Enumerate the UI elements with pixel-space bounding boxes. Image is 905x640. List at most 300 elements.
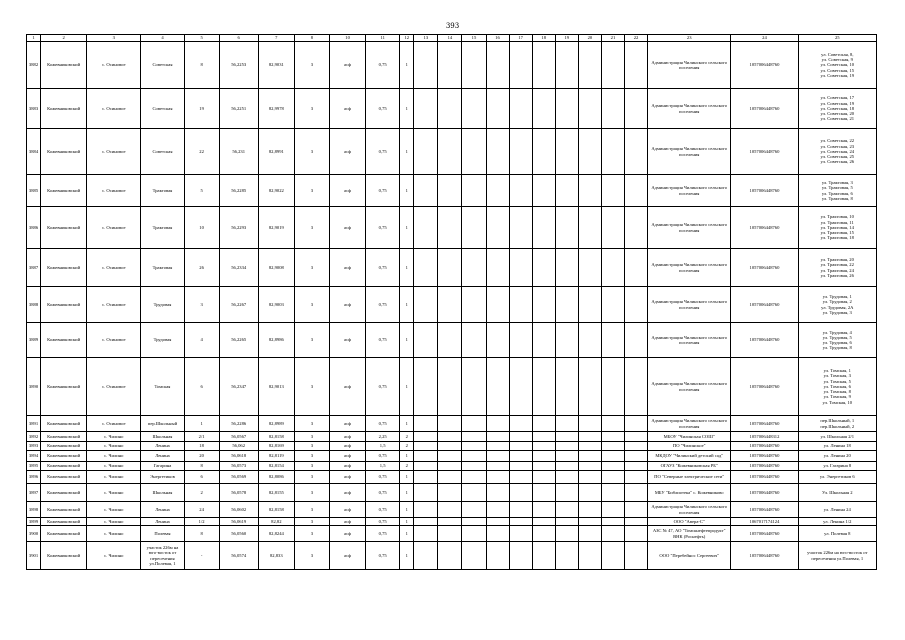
cell-empty (414, 542, 438, 570)
cell-ogrn: 1057006448760 (731, 451, 798, 462)
cell-house: 6 (184, 471, 219, 484)
cell-street: Трактовая (141, 207, 184, 249)
cell-empty (578, 129, 601, 175)
cell-area: 3 (294, 207, 329, 249)
cell-lat: 56,2286 (219, 416, 258, 432)
cell-empty (462, 89, 486, 129)
column-header: 25 (798, 35, 876, 42)
column-header: 21 (601, 35, 624, 42)
cell-area: 3 (294, 175, 329, 207)
cell-street: Трудовая (141, 287, 184, 323)
cell-empty (601, 175, 624, 207)
cell-count: 1 (400, 287, 414, 323)
cell-empty (462, 442, 486, 451)
cell-street: Школьная (141, 432, 184, 442)
cell-addresses (798, 358, 876, 416)
cell-settlement: с. Чилино (87, 518, 141, 526)
cell-num: 3895 (27, 462, 41, 471)
cell-district: Кожевниковский (41, 416, 87, 432)
table-row (27, 416, 877, 432)
cell-addresses (798, 323, 876, 358)
address-line: пер.Школьный, 1 (820, 418, 855, 424)
cell-ogrn: 1067017174124 (731, 518, 798, 526)
cell-district: Кожевниковский (41, 526, 87, 542)
cell-settlement: с. Осиновое (87, 416, 141, 432)
cell-ogrn: 1057006448760 (731, 89, 798, 129)
cell-empty (438, 451, 462, 462)
cell-owner: Администрация Чилинского сельского поселения (648, 175, 731, 207)
cell-empty (462, 287, 486, 323)
cell-empty (532, 471, 555, 484)
cell-owner: Администрация Чилинского сельского поселения (648, 287, 731, 323)
cell-empty (509, 484, 532, 502)
cell-addresses (798, 249, 876, 287)
cell-empty (601, 526, 624, 542)
cell-addresses (798, 432, 876, 442)
cell-empty (486, 249, 509, 287)
address-line: ул. Трудовая, 3 (822, 309, 852, 315)
cell-owner: Администрация Чилинского сельского поселения (648, 502, 731, 518)
cell-empty (486, 542, 509, 570)
cell-count: 1 (400, 471, 414, 484)
cell-empty (578, 432, 601, 442)
column-header: 20 (578, 35, 601, 42)
address-line: ул. Трудовая, 1 (822, 294, 852, 300)
address-line: ул. Трактовая, 22 (820, 262, 854, 268)
cell-empty (438, 129, 462, 175)
cell-cover: асф (330, 526, 366, 542)
cell-empty (438, 207, 462, 249)
cell-empty (555, 518, 578, 526)
cell-volume: 2,25 (366, 432, 400, 442)
cell-empty (486, 484, 509, 502)
cell-lat: 56,2293 (219, 207, 258, 249)
cell-count: 1 (400, 416, 414, 432)
cell-district: Кожевниковский (41, 287, 87, 323)
address-line: ул. Полевая 8 (824, 530, 851, 536)
address-line: ул. Трудовая, 5 (822, 334, 852, 340)
address-line: ул. Трактовая, 6 (821, 190, 853, 196)
cell-lon: 82,8158 (258, 432, 294, 442)
column-header: 22 (624, 35, 647, 42)
table-row (27, 287, 877, 323)
cell-empty (624, 518, 647, 526)
cell-owner: ПО "Северные электрические сети" (648, 471, 731, 484)
cell-count: 2 (400, 432, 414, 442)
cell-area: 3 (294, 323, 329, 358)
cell-area: 3 (294, 451, 329, 462)
cell-district: Кожевниковский (41, 442, 87, 451)
cell-num: 3887 (27, 249, 41, 287)
cell-empty (486, 207, 509, 249)
cell-count: 1 (400, 451, 414, 462)
cell-district: Кожевниковский (41, 471, 87, 484)
cell-empty (601, 502, 624, 518)
cell-area: 3 (294, 287, 329, 323)
address-line: ул. Советская, 9 (821, 57, 853, 63)
column-header: 14 (438, 35, 462, 42)
column-header: 3 (87, 35, 141, 42)
cell-lat: 56,0602 (219, 502, 258, 518)
cell-house: 5 (184, 175, 219, 207)
cell-owner: МКДОУ "Чилинский детский сад" (648, 451, 731, 462)
cell-owner: АЗС № 47, АО "Томскнефтепродукт" ВНК (Роснефть) (648, 526, 731, 542)
cell-empty (532, 129, 555, 175)
cell-house: 26 (184, 249, 219, 287)
cell-volume: 0,75 (366, 471, 400, 484)
address-line: ул. Советская, 22 (820, 138, 855, 144)
cell-empty (486, 89, 509, 129)
cell-lat: 56,2267 (219, 287, 258, 323)
cell-owner: Администрация Чилинского сельского поселения (648, 89, 731, 129)
cell-owner: МБОУ "Чилинская СОШ" (648, 432, 731, 442)
cell-addresses (798, 129, 876, 175)
cell-empty (462, 542, 486, 570)
cell-settlement: с. Осиновое (87, 287, 141, 323)
cell-district: Кожевниковский (41, 462, 87, 471)
cell-ogrn: 1057006448760 (731, 42, 798, 89)
address-line: ул. Советская, 26 (820, 159, 855, 165)
cell-addresses (798, 89, 876, 129)
cell-addresses (798, 451, 876, 462)
cell-count: 1 (400, 42, 414, 89)
address-line: ул. Ленина 24 (823, 506, 851, 512)
cell-empty (438, 526, 462, 542)
cell-empty (532, 358, 555, 416)
cell-street: Советская (141, 42, 184, 89)
cell-lon: 82,9031 (258, 42, 294, 89)
cell-empty (438, 471, 462, 484)
cell-empty (578, 249, 601, 287)
cell-empty (555, 42, 578, 89)
cell-empty (532, 89, 555, 129)
cell-street: Энергетиков (141, 471, 184, 484)
cell-lon: 82,9008 (258, 249, 294, 287)
address-line: ул. Советская, 19 (820, 72, 855, 78)
cell-ogrn: 1057006448760 (731, 442, 798, 451)
column-header: 1 (27, 35, 41, 42)
cell-empty (509, 542, 532, 570)
address-line: ул. Советская, 23 (820, 143, 855, 149)
cell-empty (578, 175, 601, 207)
cell-empty (486, 432, 509, 442)
cell-empty (462, 451, 486, 462)
cell-district: Кожевниковский (41, 207, 87, 249)
cell-ogrn: 1057006448760 (731, 542, 798, 570)
cell-settlement: с. Чилино (87, 502, 141, 518)
cell-count: 1 (400, 207, 414, 249)
cell-empty (438, 249, 462, 287)
cell-empty (532, 249, 555, 287)
cell-settlement: с. Чилино (87, 484, 141, 502)
cell-cover: асф (330, 358, 366, 416)
cell-volume: 0,75 (366, 358, 400, 416)
cell-ogrn: 1057006448760 (731, 358, 798, 416)
cell-street: Томская (141, 358, 184, 416)
cell-count: 1 (400, 542, 414, 570)
cell-cover: асф (330, 42, 366, 89)
cell-count: 1 (400, 323, 414, 358)
cell-house: 8 (184, 526, 219, 542)
cell-cover: асф (330, 502, 366, 518)
cell-num: 3882 (27, 42, 41, 89)
cell-empty (509, 451, 532, 462)
cell-addresses (798, 287, 876, 323)
cell-empty (601, 249, 624, 287)
cell-cover: асф (330, 442, 366, 451)
cell-ogrn: 1057006448760 (731, 526, 798, 542)
cell-area: 3 (294, 249, 329, 287)
cell-settlement: с. Осиновое (87, 42, 141, 89)
cell-area: 3 (294, 129, 329, 175)
address-line: ул. Трактовая, 24 (820, 267, 854, 273)
cell-house: 20 (184, 451, 219, 462)
cell-empty (462, 358, 486, 416)
cell-num: 3898 (27, 502, 41, 518)
cell-owner: Администрация Чилинского сельского поселения (648, 207, 731, 249)
cell-empty (624, 442, 647, 451)
cell-empty (414, 451, 438, 462)
cell-lat: 56,0619 (219, 518, 258, 526)
address-line: ул. Советская, 25 (820, 154, 855, 160)
cell-house: 1/2 (184, 518, 219, 526)
address-line: ул. Трудовая, 4 (822, 329, 852, 335)
cell-empty (438, 323, 462, 358)
cell-empty (486, 526, 509, 542)
cell-empty (486, 518, 509, 526)
cell-empty (462, 416, 486, 432)
cell-district: Кожевниковский (41, 129, 87, 175)
cell-num: 3899 (27, 518, 41, 526)
cell-empty (414, 175, 438, 207)
cell-empty (462, 323, 486, 358)
cell-area: 3 (294, 518, 329, 526)
cell-cover: асф (330, 416, 366, 432)
cell-empty (509, 42, 532, 89)
cell-num: 3888 (27, 287, 41, 323)
column-header: 24 (731, 35, 798, 42)
cell-empty (578, 462, 601, 471)
column-header: 23 (648, 35, 731, 42)
cell-district: Кожевниковский (41, 323, 87, 358)
cell-empty (509, 287, 532, 323)
address-line: ул. Трактовая, 15 (820, 230, 854, 236)
cell-empty (624, 287, 647, 323)
cell-volume: 1,5 (366, 442, 400, 451)
cell-empty (438, 416, 462, 432)
cell-empty (509, 471, 532, 484)
cell-empty (578, 323, 601, 358)
cell-empty (624, 502, 647, 518)
cell-ogrn: 1057006448760 (731, 175, 798, 207)
cell-empty (578, 451, 601, 462)
cell-count: 1 (400, 129, 414, 175)
cell-settlement: с. Чилино (87, 442, 141, 451)
address-line: ул. Советская, 15 (820, 67, 855, 73)
column-header: 7 (258, 35, 294, 42)
cell-empty (438, 358, 462, 416)
cell-ogrn: 1057006448760 (731, 207, 798, 249)
cell-street: Ленина (141, 451, 184, 462)
cell-lon: 82,82 (258, 518, 294, 526)
cell-empty (414, 416, 438, 432)
cell-owner: ООО "Перебейнос Сергеевич" (648, 542, 731, 570)
cell-empty (414, 287, 438, 323)
cell-count: 1 (400, 484, 414, 502)
cell-empty (438, 432, 462, 442)
cell-street: Трактовая (141, 175, 184, 207)
cell-addresses (798, 416, 876, 432)
cell-ogrn: 1057006448760 (731, 129, 798, 175)
cell-empty (624, 42, 647, 89)
cell-empty (486, 471, 509, 484)
column-header: 11 (366, 35, 400, 42)
cell-lat: 56,231 (219, 129, 258, 175)
address-line: ул. Ленина 1/2 (823, 518, 852, 524)
cell-owner: ПО "Чилинское" (648, 442, 731, 451)
cell-num: 3893 (27, 442, 41, 451)
cell-empty (601, 484, 624, 502)
address-line: ул. Трактовая, 18 (820, 235, 854, 241)
cell-empty (624, 207, 647, 249)
cell-addresses (798, 526, 876, 542)
address-line: ул. Гагарина 8 (823, 463, 852, 469)
cell-empty (578, 518, 601, 526)
cell-count: 1 (400, 502, 414, 518)
cell-owner: Администрация Чилинского сельского поселения (648, 323, 731, 358)
cell-house: - (184, 542, 219, 570)
cell-empty (532, 462, 555, 471)
cell-house: 19 (184, 89, 219, 129)
cell-street: Гагарина (141, 462, 184, 471)
cell-empty (414, 462, 438, 471)
cell-empty (624, 129, 647, 175)
cell-volume: 0,75 (366, 484, 400, 502)
cell-empty (414, 323, 438, 358)
cell-district: Кожевниковский (41, 451, 87, 462)
address-line: ул. Ленина 18 (823, 443, 851, 449)
cell-house: 6 (184, 358, 219, 416)
cell-empty (578, 484, 601, 502)
header-row (27, 35, 877, 42)
cell-empty (601, 518, 624, 526)
cell-empty (601, 462, 624, 471)
cell-empty (624, 484, 647, 502)
cell-empty (486, 358, 509, 416)
table-row (27, 42, 877, 89)
cell-volume: 0,75 (366, 175, 400, 207)
cell-empty (532, 175, 555, 207)
cell-empty (509, 249, 532, 287)
cell-area: 3 (294, 416, 329, 432)
column-header: 10 (330, 35, 366, 42)
cell-empty (414, 484, 438, 502)
address-line: ул. Трудовая, 6 (822, 340, 852, 345)
cell-addresses (798, 442, 876, 451)
cell-empty (555, 89, 578, 129)
cell-count: 1 (400, 249, 414, 287)
cell-ogrn: 1057006448760 (731, 462, 798, 471)
cell-owner: ОГАУЗ "Кожевниковская РБ" (648, 462, 731, 471)
cell-addresses (798, 502, 876, 518)
cell-area: 3 (294, 484, 329, 502)
table-row (27, 323, 877, 358)
cell-house: 24 (184, 502, 219, 518)
table-row (27, 518, 877, 526)
cell-district: Кожевниковский (41, 249, 87, 287)
cell-ogrn: 1057006448760 (731, 287, 798, 323)
cell-cover: асф (330, 462, 366, 471)
cell-volume: 0,75 (366, 526, 400, 542)
cell-empty (624, 471, 647, 484)
cell-empty (414, 129, 438, 175)
table-row (27, 442, 877, 451)
cell-empty (601, 451, 624, 462)
cell-district: Кожевниковский (41, 358, 87, 416)
column-header: 2 (41, 35, 87, 42)
cell-empty (462, 42, 486, 89)
cell-street: Трудовая (141, 323, 184, 358)
cell-empty (601, 432, 624, 442)
cell-empty (578, 416, 601, 432)
cell-lon: 82,8169 (258, 442, 294, 451)
table-row (27, 432, 877, 442)
address-line: ул. Трактовая, 3 (821, 180, 853, 186)
cell-settlement: с. Осиновое (87, 175, 141, 207)
cell-addresses (798, 207, 876, 249)
cell-num: 3884 (27, 129, 41, 175)
cell-empty (414, 442, 438, 451)
cell-lat: 56,062 (219, 442, 258, 451)
cell-district: Кожевниковский (41, 484, 87, 502)
column-header: 19 (555, 35, 578, 42)
cell-empty (486, 462, 509, 471)
table-row (27, 451, 877, 462)
cell-empty (578, 471, 601, 484)
cell-empty (414, 526, 438, 542)
cell-settlement: с. Чилино (87, 542, 141, 570)
cell-empty (578, 526, 601, 542)
cell-empty (486, 502, 509, 518)
address-line: ул. Томская, 3 (823, 373, 851, 379)
cell-house: 4 (184, 323, 219, 358)
cell-lat: 56,2265 (219, 323, 258, 358)
address-line: ул. Томская, 1 (823, 368, 851, 374)
cell-num: 3886 (27, 207, 41, 249)
cell-empty (462, 249, 486, 287)
cell-count: 1 (400, 89, 414, 129)
column-header: 6 (219, 35, 258, 42)
cell-lon: 82,9019 (258, 207, 294, 249)
cell-settlement: с. Осиновое (87, 358, 141, 416)
page-number: 393 (445, 22, 460, 30)
cell-empty (438, 42, 462, 89)
cell-empty (624, 416, 647, 432)
cell-count: 2 (400, 462, 414, 471)
cell-empty (532, 416, 555, 432)
cell-empty (578, 358, 601, 416)
cell-empty (486, 287, 509, 323)
address-line: ул. Трудовая, 2 (822, 299, 852, 305)
cell-empty (414, 518, 438, 526)
cell-owner: Администрация Чилинского сельского поселения (648, 42, 731, 89)
cell-lat: 56,2334 (219, 249, 258, 287)
column-header: 5 (184, 35, 219, 42)
cell-empty (509, 442, 532, 451)
address-line: ул. Трактовая, 20 (820, 257, 854, 263)
cell-empty (486, 129, 509, 175)
cell-empty (486, 442, 509, 451)
